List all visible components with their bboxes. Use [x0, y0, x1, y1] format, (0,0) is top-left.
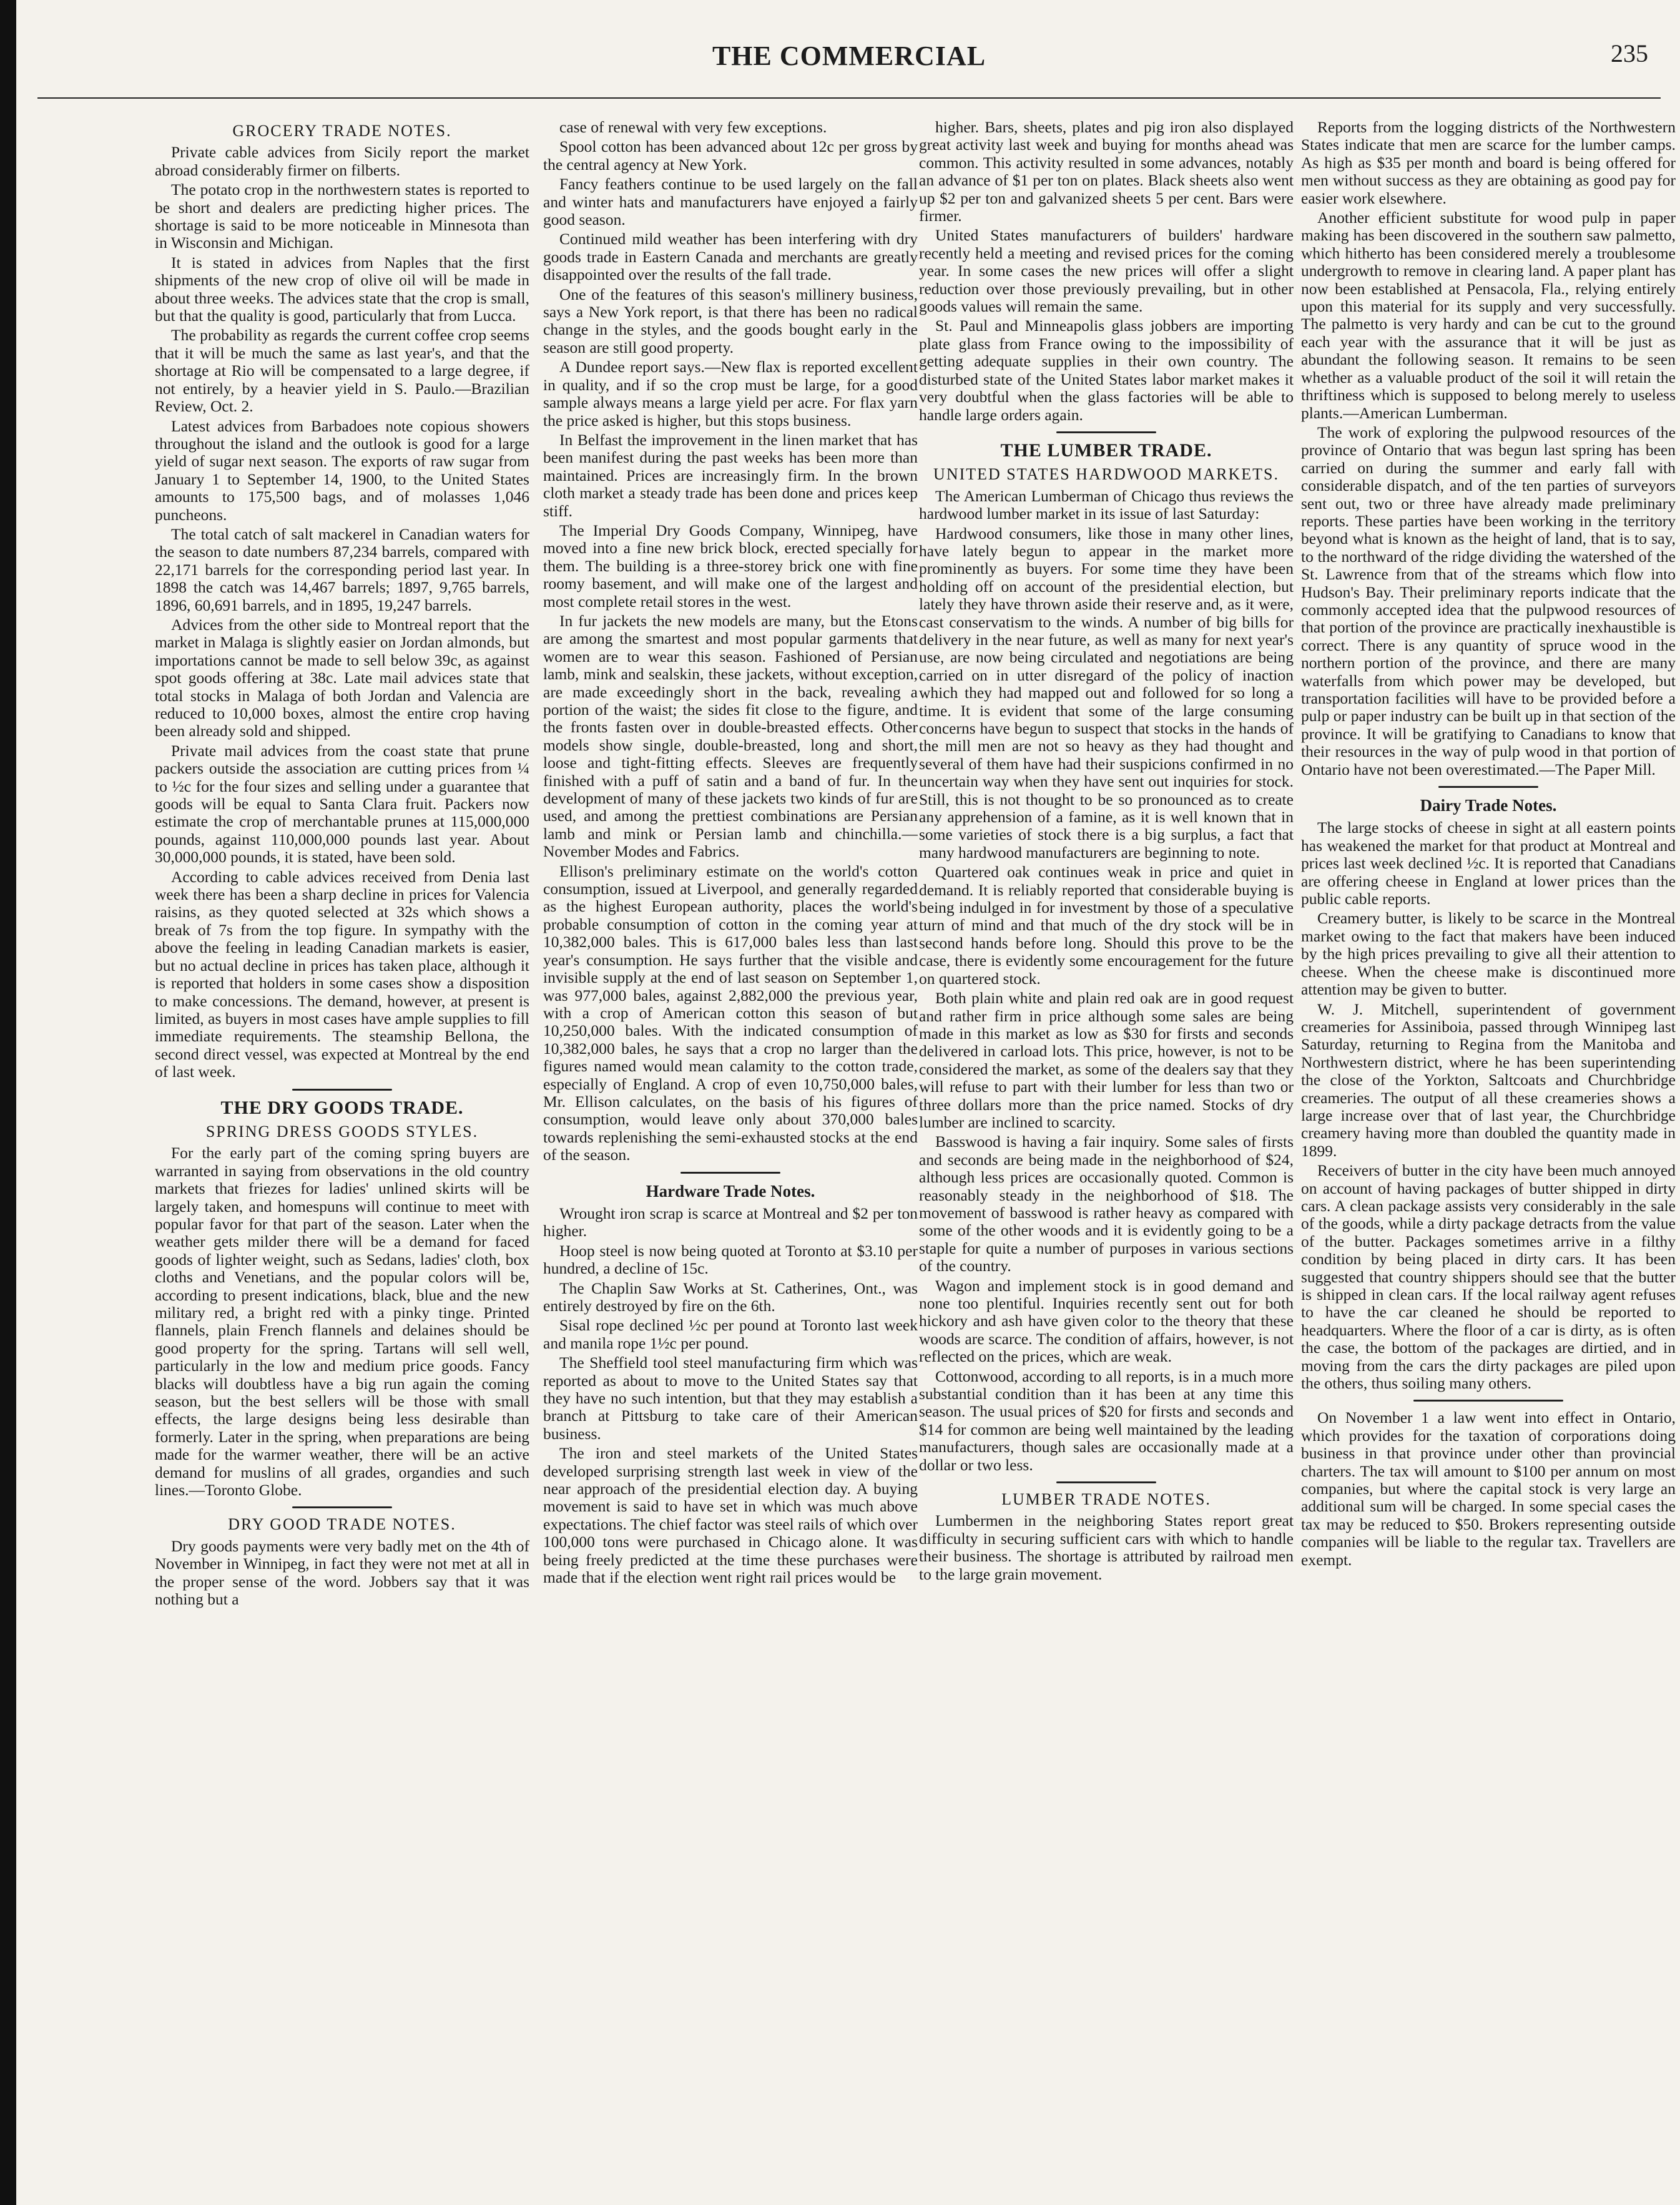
header-rule: [37, 97, 1661, 99]
column-3: [919, 119, 1294, 2185]
article-paragraph: The potato crop in the northwestern states is reported to be short and dealers are predicting higher prices. The shortage is said to be more noticeable in Minnesota than in Wisconsin and Michigan.: [155, 180, 529, 252]
article-paragraph: The American Lumberman of Chicago thus reviews the hardwood lumber market in its issue of last Saturday:: [919, 486, 1294, 523]
lumber-continued-body: [1301, 119, 1676, 778]
spring-styles-body: [155, 1144, 529, 1499]
article-paragraph: Ellison's preliminary estimate on the world's cotton consumption, issued at Liverpool, and generally regarded as the highest European authority, places the world's probable consumption of cotton in the coming year at 10,382,000 bales. This is 617,000 bales less than last year's consumption. He says further that the visible and invisible supply at the end of last season on September 1, was 977,000 bales, against 2,882,000 the previous year, with a crop of American cotton this season of but 10,250,000 bales. With the indicated consumption of 10,382,000 bales, he says that a crop no larger than the figures named would mean calamity to the cotton trade, especially of England. A crop of even 10,750,000 bales, Mr. Ellison calculates, on the basis of his figures of consumption, would leave only about 370,000 bales towards replenishing the semi-exhausted stocks at the end of the season.: [543, 862, 918, 1164]
article-paragraph: case of renewal with very few exceptions.: [559, 119, 827, 136]
article-paragraph: Wagon and implement stock is in good demand and none too plentiful. Inquiries recently sent out for both hickory and ash have given color to the theory that these woods are scarce. The condition of affairs, however, is not reflected on the prices, which are weak.: [919, 1276, 1294, 1366]
grocery-notes-body: [155, 144, 529, 1081]
article-paragraph: A Dundee report says.—New flax is reported excellent in quality, and if so the crop must be large, for a good sample always means a large yield per acre. For flax yarn the price asked is higher, but this stops business.: [543, 358, 918, 430]
article-paragraph: The total catch of salt mackerel in Canadian waters for the season to date numbers 87,234 barrels, compared with 22,171 barrels for the corresponding period last year. In 1898 the catch was 14,467 barrels; 1897, 9,765 barrels, 1896, 60,691 barrels, and in 1895, 19,247 barrels.: [155, 524, 529, 614]
article-paragraph: Advices from the other side to Montreal report that the market in Malaga is slightly easier on Jordan almonds, but importations cannot be made to sell below 39c, as against spot goods offering at 38c. Late mail advices state that total stocks in Malaga of both Jordan and Valencia are reduced to 10,000 boxes, almost the entire crop having been already sold and shipped.: [155, 615, 529, 740]
article-paragraph: Sisal rope declined ½c per pound at Toronto last week and manila rope 1½c per pound.: [543, 1316, 918, 1352]
article-paragraph: Receivers of butter in the city have been much annoyed on account of having packages of butter shipped in dirty cars. A clean package assists very considerably in the sale of the goods, while a dirty package detracts from the value of the butter. Packages sometimes arrive in a filthy condition by being placed in dirty cars. It has been suggested that country shippers should see that the butter is shipped in clean cars. If the local railway agent refuses to have the car cleaned he should be reported to headquarters. Where the floor of a car is dirty, as is often the case, the bottom of the packages are dirtied, and in moving from the cars the dirty packages are piled upon the others, thus soiling many others.: [1301, 1161, 1676, 1393]
article-paragraph: One of the features of this season's millinery business, says a New York report, is that there has been no radical change in the styles, and the goods bought early in the season are still good property.: [543, 285, 918, 356]
page-number: 235: [1611, 39, 1648, 67]
article-paragraph: The Imperial Dry Goods Company, Winnipeg, have moved into a fine new brick block, erected specially for them. The building is a three-storey brick one with fine roomy basement, and will make one of the largest and most complete retail stores in the west.: [543, 521, 918, 611]
section-separator: [680, 1172, 780, 1174]
article-paragraph: The iron and steel markets of the United States developed surprising strength last week in view of the near approach of the presidential election day. A buying movement is said to have set in which was much above expectations. The chief factor was steel rails of which over 100,000 tons were purchased in Chicago alone. It was being freely predicted at the time these purchases were made that if the election went right rail prices would be: [543, 1444, 918, 1587]
dairy-notes-body: [1301, 819, 1676, 1392]
article-paragraph: On November 1 a law went into effect in Ontario, which provides for the taxation of corporations doing business in that province under other than provincial charters. The tax will amount to $100 per annum on most companies, but where the capital stock is very large an additional sum will be charged. In some special cases the tax may be reduced to $50. Brokers representing outside companies will be liable to the regular tax. Travellers are exempt.: [1301, 1408, 1676, 1569]
article-paragraph: Hoop steel is now being quoted at Toronto at $3.10 per hundred, a decline of 15c.: [543, 1241, 918, 1278]
article-paragraph: The Chaplin Saw Works at St. Catherines, Ont., was entirely destroyed by fire on the 6th.: [543, 1279, 918, 1315]
corporation-tax-body: [1301, 1409, 1676, 1569]
article-paragraph: Wrought iron scrap is scarce at Montreal and $2 per ton higher.: [543, 1204, 918, 1240]
article-paragraph: Latest advices from Barbadoes note copious showers throughout the island and the outlook is good for a large yield of sugar next season. The exports of raw sugar from January 1 to September 14, 1900, to the United States amounts to 175,500 bags, and of molasses 1,046 puncheons.: [155, 416, 529, 524]
hardware-notes-body: [543, 1205, 918, 1587]
column-4: [1301, 119, 1676, 2185]
article-paragraph: United States manufacturers of builders' hardware recently held a meeting and revised prices for the coming year. In some cases the new prices will offer a slight reduction over those previously prevailing, but in other goods values will remain the same.: [919, 226, 1294, 316]
hardwood-markets-heading: UNITED STATES HARDWOOD MARKETS.: [933, 465, 1279, 484]
lumber-trade-heading: THE LUMBER TRADE.: [1000, 440, 1212, 461]
section-separator: [1438, 786, 1538, 788]
article-paragraph: The probability as regards the current coffee crop seems that it will be much the same as last year's, and that the shortage at Rio will be compensated to a large degree, if not entirely, by a heavier yield in S. Paulo.—Brazilian Review, Oct. 2.: [155, 326, 529, 416]
article-paragraph: Reports from the logging districts of the Northwestern States indicate that men are scarce for the lumber camps. As high as $35 per month and board is being offered for men without success as they are obtaining as good pay for easier work elsewhere.: [1301, 119, 1676, 207]
grocery-trade-notes-heading: GROCERY TRADE NOTES.: [232, 122, 452, 140]
article-paragraph: Cottonwood, according to all reports, is in a much more substantial condition than it has been at any time this season. The usual prices of $20 for firsts and seconds and $14 for common are being well maintained by the leading manufacturers, though sales are occasionally made at a dollar or two less.: [919, 1367, 1294, 1474]
article-paragraph: Private cable advices from Sicily report the market abroad considerably firmer on filberts.: [155, 143, 529, 179]
section-separator: [1056, 1481, 1156, 1483]
column-2: [543, 119, 918, 2185]
article-paragraph: Another efficient substitute for wood pulp in paper making has been discovered in the southern saw palmetto, which hitherto has been considered merely a troublesome undergrowth to remove in clearing land. A paper plant has now been established at Pensacola, Fla., relying entirely upon this material for its supply and very successfully. The palmetto is very hardy and can be cut to the ground each year with the assurance that it will be just as abundant the following season. It remains to be seen whether as a valuable product of the soil it will retain the thriftiness which is supposed to belong merely to useless plants.—American Lumberman.: [1301, 209, 1676, 422]
article-paragraph: Private mail advices from the coast state that prune packers outside the association are cutting prices from ¼ to ½c for the four sizes and selling under a guarantee that goods will be equal to Santa Clara fruit. Packers now estimate the crop of merchantable prunes at 115,000,000 pounds, against 110,000,000 pounds last year. About 30,000,000 pounds, it is stated, have been sold.: [155, 741, 529, 867]
article-paragraph: Spool cotton has been advanced about 12c per gross by the central agency at New York.: [543, 137, 918, 174]
section-separator: [292, 1506, 392, 1508]
dry-goods-continued-body: [543, 119, 918, 1164]
article-paragraph: Both plain white and plain red oak are in good request and rather firm in price although some sales are being made in this market as low as $30 for firsts and seconds delivered in carload lots. This price, however, is not to be considered the market, as some of the dealers say that they will refuse to part with their lumber for less than two or three dollars more than the price named. Stocks of dry lumber are inclined to scarcity.: [919, 989, 1294, 1131]
article-paragraph: Hardwood consumers, like those in many other lines, have lately begun to appear in the market more prominently as buyers. For some time they have been holding off on account of the presidential election, but lately they have thrown aside their reserve and, as it were, cast conservatism to the winds. A number of big bills for delivery in the near future, as well as many for next year's use, are now being circulated and negotiations are being carried on in utter disregard of the policy of inaction which they had mapped out and followed for so long a time. It is evident that some of the large consuming concerns have begun to suspect that stocks in the hands of the mill men are not so heavy as they had thought and several of them have had their suspicions confirmed in no uncertain way when they have sent out inquiries for stock. Still, this is not thought to be so pronounced as to create any apprehension of a famine, as it is well known that in some varieties of stock there is a big surplus, a fact that many hardwood manufacturers are beginning to note.: [919, 524, 1294, 862]
page-binding-edge: [0, 0, 16, 2205]
article-paragraph: Creamery butter, is likely to be scarce in the Montreal market owing to the fact that makers have been induced by the high prices prevailing to give all their attention to cheese. When the cheese make is discontinued more attention may be given to butter.: [1301, 909, 1676, 999]
section-separator: [1056, 431, 1156, 433]
dairy-trade-notes-heading: Dairy Trade Notes.: [1420, 796, 1557, 815]
article-paragraph: According to cable advices received from Denia last week there has been a sharp decline in prices for Valencia raisins, as they quoted selected at 32s which shows a break of 7s from the top figure. In sympathy with the above the feeling in leading Canadian markets is easier, but no actual decline in prices has taken place, although it is reported that holders in some cases show a disposition to make concessions. The demand, however, at present is limited, as buyers in most cases have ample supplies to fill immediate requirements. The steamship Bellona, the second direct vessel, was expected at Montreal by the end of last week.: [155, 867, 529, 1081]
lumber-trade-notes-heading: LUMBER TRADE NOTES.: [1001, 1490, 1211, 1509]
section-separator: [292, 1089, 392, 1091]
article-paragraph: In fur jackets the new models are many, but the Etons are among the smartest and most popular garments that women are to wear this season. Fashioned of Persian lamb, mink and sealskin, these jackets, without exception, are made exceedingly short in the back, revealing a portion of the waist; the sides fit close to the figure, and the fronts fasten over in double-breasted effects. Other models show single, double-breasted, long and short, loose and tight-fitting effects. Sleeves are frequently finished with a puff of satin and a band of fur. In the development of many of these jackets two kinds of fur are used, and among the prettiest combinations are Persian lamb and mink or Persian lamb and chinchilla.—November Modes and Fabrics.: [543, 611, 918, 861]
article-paragraph: St. Paul and Minneapolis glass jobbers are importing plate glass from France owing to the impossibility of getting adequate supplies in their own country. The disturbed state of the United States labor market makes it very doubtful when the glass factories will be able to handle large orders again.: [919, 317, 1294, 424]
article-paragraph: The large stocks of cheese in sight at all eastern points has weakened the market for that product at Montreal and prices last week declined ½c. It is reported that Canadians are offering cheese in England at lower prices than the public cable reports.: [1301, 818, 1676, 908]
article-paragraph: higher. Bars, sheets, plates and pig iron also displayed great activity last week and buying for months ahead was common. This activity resulted in some advances, notably an advance of $1 per ton on plates. Black sheets also went up $2 per ton and galvanized sheets 5 per cent. Bars were firmer.: [919, 119, 1294, 225]
column-1: [155, 119, 529, 2185]
spring-dress-goods-heading: SPRING DRESS GOODS STYLES.: [205, 1122, 479, 1141]
article-paragraph: Lumbermen in the neighboring States report great difficulty in securing sufficient cars with which to handle their business. The shortage is attributed by railroad men to the large grain movement.: [919, 1511, 1294, 1583]
dry-goods-trade-heading: THE DRY GOODS TRADE.: [220, 1097, 464, 1118]
article-paragraph: In Belfast the improvement in the linen market that has been manifest during the past weeks has been more than maintained. Prices are increasingly firm. In the brown cloth market a steady trade has been done and prices keep stiff.: [543, 430, 918, 520]
publication-title: THE COMMERCIAL: [712, 41, 986, 71]
article-paragraph: Continued mild weather has been interfering with dry goods trade in Eastern Canada and merchants are greatly disappointed over the results of the fall trade.: [543, 230, 918, 284]
article-paragraph: Fancy feathers continue to be used largely on the fall and winter hats and manufacturers have enjoyed a fairly good season.: [543, 175, 918, 229]
article-paragraph: Basswood is having a fair inquiry. Some sales of firsts and seconds are being made in the neighborhood of $24, although less prices are occasionally quoted. Common is reasonably steady in the neighborhood of $18. The movement of basswood is rather heavy as compared with some of the other woods and it is evidently going to be a staple for quite a number of purposes in various sections of the country.: [919, 1132, 1294, 1275]
lumber-notes-body: [919, 1512, 1294, 1583]
lumber-trade-body: [919, 488, 1294, 1474]
article-paragraph: W. J. Mitchell, superintendent of government creameries for Assiniboia, passed through Winnipeg last Saturday, returning to Regina from the Manitoba and Northwestern district, where he has been superintending the close of the Yorkton, Saltcoats and Churchbridge creameries. The output of all these creameries shows a large increase over that of last year, the Churchbridge creamery having more than doubled the quantity made in 1899.: [1301, 999, 1676, 1160]
hardware-trade-notes-heading: Hardware Trade Notes.: [646, 1181, 815, 1201]
dry-good-trade-notes-heading: DRY GOOD TRADE NOTES.: [228, 1515, 456, 1534]
dry-good-notes-body: [155, 1538, 529, 1609]
section-separator: [1413, 1400, 1563, 1402]
page-header: [37, 15, 1661, 90]
hardware-continued-body: [919, 119, 1294, 424]
article-paragraph: The Sheffield tool steel manufacturing firm which was reported as about to move to the United States say that they have no such intention, but that they may establish a branch at Pittsburg to take care of their American business.: [543, 1353, 918, 1443]
article-paragraph: Dry goods payments were very badly met on the 4th of November in Winnipeg, in fact they were not met at all in the proper sense of the word. Jobbers say that it was nothing but a: [155, 1536, 529, 1609]
article-paragraph: The work of exploring the pulpwood resources of the province of Ontario that was begun last spring has been carried on during the summer and early fall with considerable dispatch, and of the ten parties of surveyors sent out, two or three have already made preliminary reports. These parties have been working in the territory beyond what is known as the height of land, that is to say, to the northward of the ridge dividing the watershed of the St. Lawrence from that of the streams which flow into Hudson's Bay. Their preliminary reports indicate that the commonly accepted idea that the pulpwood resources of that portion of the province are practically inexhaustible is correct. There is any quantity of spruce wood in the northern portion of the province, and there are many waterfalls from which power may be developed, but transportation facilities will have to be provided before a pulp or paper industry can be built up in that section of the province. It will be gratifying to Canadians to know that their resources in the way of pulp wood in that portion of Ontario have not been overestimated.—The Paper Mill.: [1301, 423, 1676, 778]
article-paragraph: For the early part of the coming spring buyers are warranted in saying from observations in the old country markets that friezes for ladies' unlined skirts will be largely taken, and homespuns will continue to meet with popular favor for that part of the season. Later when the weather gets milder there will be a demand for faced goods of lighter weight, such as Sedans, ladies' cloth, box cloths and Venetians, and the popular colors will be, according to present indications, black, blue and the new military red, a bright red with a pinky tinge. Printed flannels, plain French flannels and delaines should be good property for the spring. Tartans will sell well, particularly in the low and medium price goods. Fancy blacks will doubtless have a big run again the coming season, but the best sellers will be those with small effects, the large designs being less desirable than formerly. Later in the spring, when preparations are being made for the warmer weather, there will be an active demand for muslins of all grades, organdies and such lines.—Toronto Globe.: [155, 1144, 529, 1500]
article-paragraph: Quartered oak continues weak in price and quiet in demand. It is reliably reported that considerable buying is being indulged in for investment by those of a speculative turn of mind and that much of the dry stock will be in second hands before long. Should this prove to be the case, there is evidently some encouragement for the future on quartered stock.: [919, 863, 1294, 988]
article-paragraph: It is stated in advices from Naples that the first shipments of the new crop of olive oil will be made in about three weeks. The advices state that the crop is small, but that the quality is good, particularly that from Lucca.: [155, 253, 529, 325]
